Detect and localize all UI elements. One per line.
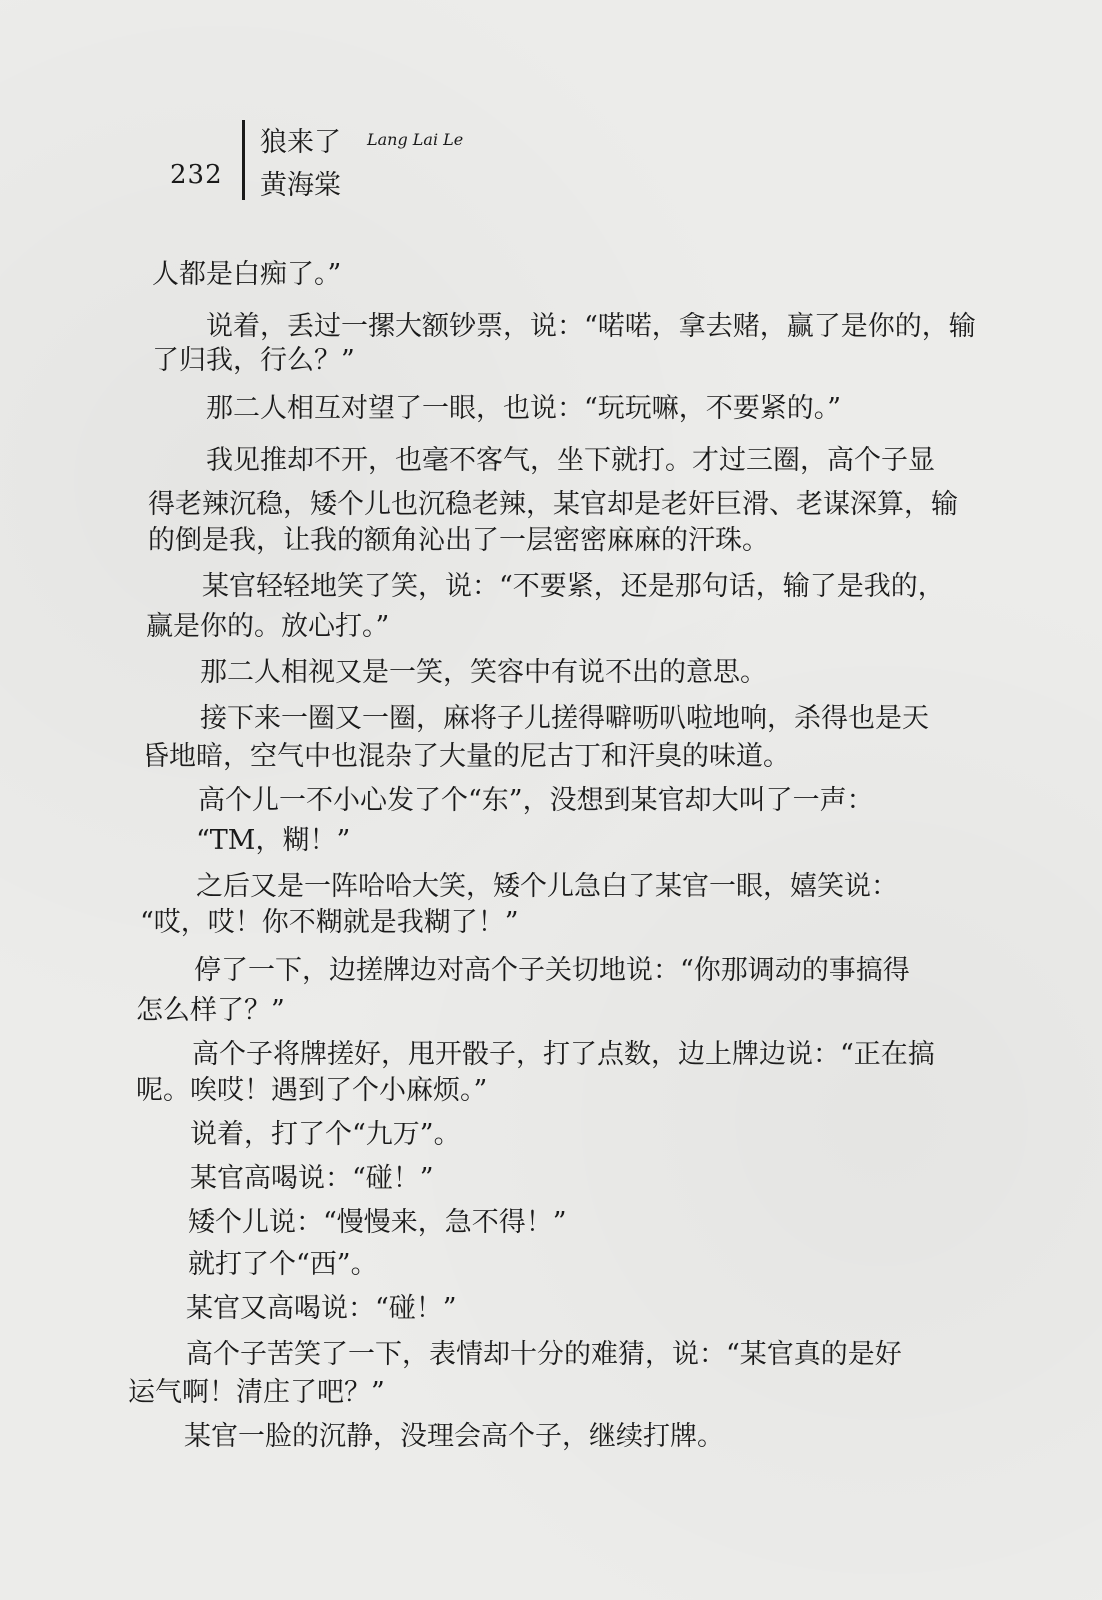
text-line: “哎，哎！你不糊就是我糊了！” (140, 907, 519, 938)
text-line: 之后又是一阵哈哈大笑，矮个儿急白了某官一眼，嬉笑说： (196, 871, 898, 902)
book-title: 狼来了 (260, 127, 341, 158)
book-title-pinyin: Lang Lai Le (367, 130, 464, 149)
text-line: 说着，打了个“九万”。 (190, 1119, 461, 1150)
text-line: 某官一脸的沉静，没理会高个子，继续打牌。 (184, 1421, 724, 1452)
header-divider (242, 120, 245, 200)
author-name: 黄海棠 (260, 170, 341, 201)
text-line: 那二人相视又是一笑，笑容中有说不出的意思。 (200, 657, 767, 688)
text-line: “TM，糊！” (196, 825, 351, 856)
text-line: 得老辣沉稳，矮个儿也沉稳老辣，某官却是老奸巨滑、老谋深算，输 (148, 489, 958, 520)
running-header (160, 108, 560, 201)
page-number: 232 (170, 160, 223, 190)
text-line: 我见推却不开，也毫不客气，坐下就打。才过三圈，高个子显 (206, 445, 935, 476)
text-line: 高个儿一不小心发了个“东”，没想到某官却大叫了一声： (198, 785, 874, 816)
text-line: 停了一下，边搓牌边对高个子关切地说：“你那调动的事搞得 (194, 955, 910, 986)
text-line: 呢。唉哎！遇到了个小麻烦。” (136, 1075, 488, 1106)
text-line: 那二人相互对望了一眼，也说：“玩玩嘛，不要紧的。” (206, 393, 842, 424)
text-line: 就打了个“西”。 (188, 1249, 378, 1280)
text-line: 的倒是我，让我的额角沁出了一层密密麻麻的汗珠。 (148, 525, 769, 556)
text-line: 接下来一圈又一圈，麻将子儿搓得噼呖叭啦地响，杀得也是天 (200, 703, 929, 734)
text-line: 高个子将牌搓好，甩开骰子，打了点数，边上牌边说：“正在搞 (192, 1039, 935, 1070)
text-line: 了归我，行么？” (152, 345, 355, 376)
text-line: 某官轻轻地笑了笑，说：“不要紧，还是那句话，输了是我的， (202, 571, 945, 602)
text-line: 某官高喝说：“碰！” (190, 1163, 434, 1194)
text-line: 矮个儿说：“慢慢来，急不得！” (188, 1207, 567, 1238)
text-line: 说着，丢过一摞大额钞票，说：“喏喏，拿去赌，赢了是你的，输 (206, 311, 976, 342)
text-line: 高个子苦笑了一下，表情却十分的难猜，说：“某官真的是好 (186, 1339, 902, 1370)
text-line: 某官又高喝说：“碰！” (186, 1293, 457, 1324)
text-line: 运气啊！清庄了吧？” (128, 1377, 385, 1408)
text-line: 人都是白痴了。” (152, 259, 342, 290)
text-line: 昏地暗，空气中也混杂了大量的尼古丁和汗臭的味道。 (142, 741, 790, 772)
text-line: 怎么样了？” (136, 995, 285, 1026)
text-line: 赢是你的。放心打。” (146, 611, 390, 642)
